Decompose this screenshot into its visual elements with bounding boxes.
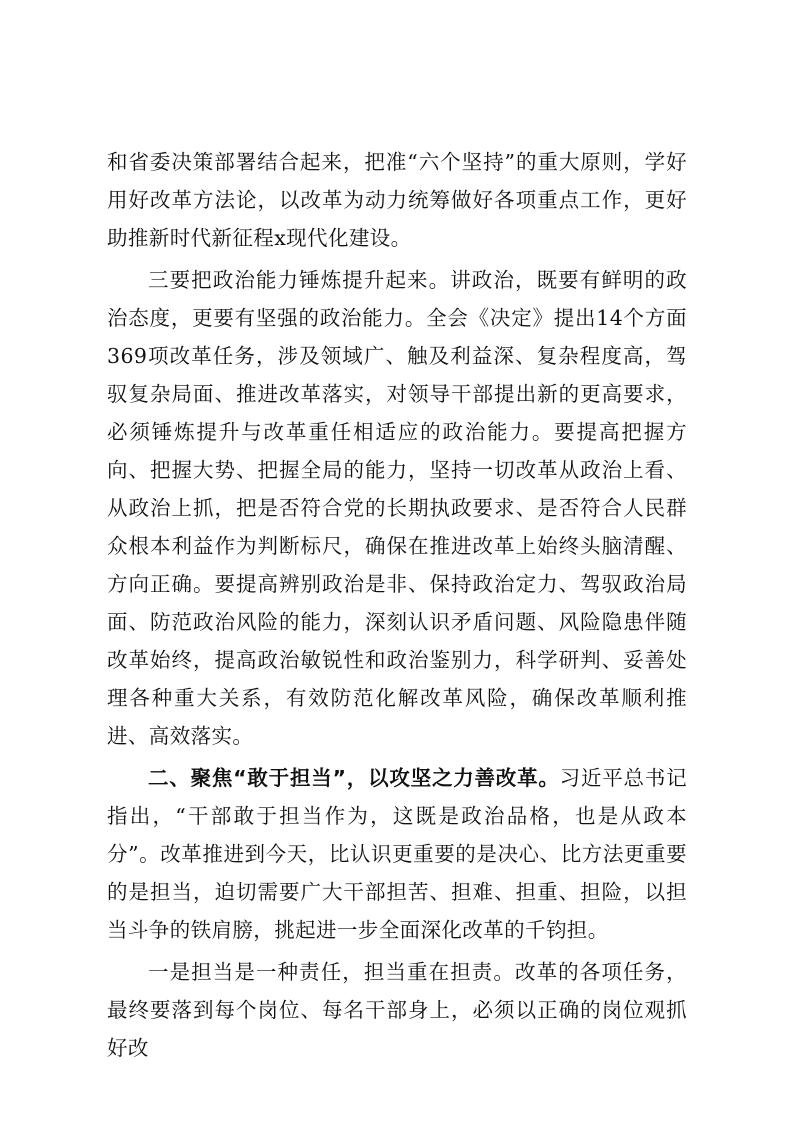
paragraph-text: 一是担当是一种责任，担当重在担责。改革的各项任务，最终要落到每个岗位、每名干部身上，必须以正确的岗位观抓好改 — [107, 960, 687, 1060]
paragraph-continuation — [107, 143, 687, 257]
section-heading: 二、聚焦“敢于担当”，以攻坚之力善改革。 — [148, 766, 560, 790]
paragraph-political-ability — [107, 261, 687, 755]
document-body — [107, 143, 687, 1067]
paragraph-text: 习近平总书记指出，“干部敢于担当作为，这既是政治品格，也是从政本分”。改革推进到今天，比认识更重要的是决心、比方法更重要的是担当，迫切需要广大干部担苦、担难、担重、担险，以担当斗争的铁肩膀，挑起进一步全面深化改革的千钧担。 — [107, 766, 687, 942]
paragraph-text: 三要把政治能力锤炼提升起来。讲政治，既要有鲜明的政治态度，更要有坚强的政治能力。全会《决定》提出14个方面369项改革任务，涉及领域广、触及利益深、复杂程度高，驾驭复杂局面、推进改革落实，对领导干部提出新的更高要求，必须锤炼提升与改革重任相适应的政治能力。要提高把握方向、把握大势、把握全局的能力，坚持一切改革从政治上看、从政治上抓，把是否符合党的长期执政要求、是否符合人民群众根本利益作为判断标尺，确保在推进改革上始终头脑清醒、方向正确。要提高辨别政治是非、保持政治定力、驾驭政治局面、防范政治风险的能力，深刻认识矛盾问题、风险隐患伴随改革始终，提高政治敏锐性和政治鉴别力，科学研判、妥善处理各种重大关系，有效防范化解改革风险，确保改革顺利推进、高效落实。 — [107, 268, 687, 748]
paragraph-responsibility — [107, 953, 687, 1067]
paragraph-text: 和省委决策部署结合起来，把准“六个坚持”的重大原则，学好用好改革方法论，以改革为动力统筹做好各项重点工作，更好助推新时代新征程x现代化建设。 — [107, 150, 687, 250]
paragraph-section-two — [107, 759, 687, 949]
